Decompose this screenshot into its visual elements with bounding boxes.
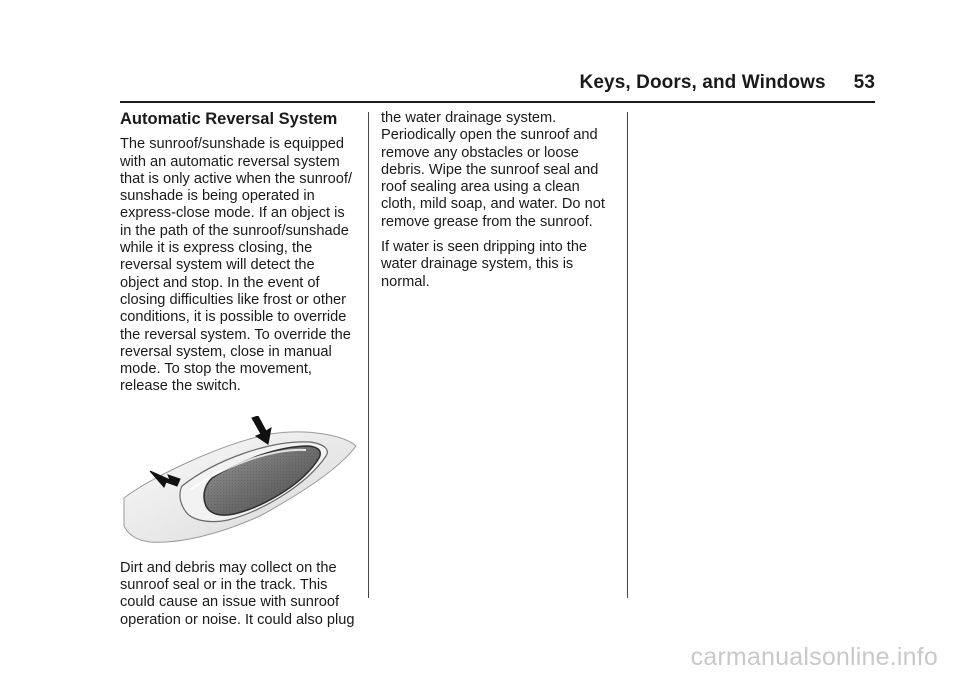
text-line: remove any obstacles or loose [381,144,579,161]
section-title: Keys, Doors, and Windows [579,72,826,93]
text-line: sunroof seal or in the track. This [120,577,328,594]
sunroof-illustration [120,416,360,546]
page-number: 53 [853,72,875,93]
text-line: conditions, it is possible to override [120,309,347,326]
text-line: Dirt and debris may collect on the [120,559,337,576]
text-line: in the path of the sunroof/sunshade [120,222,349,239]
column-divider-right [627,112,628,598]
text-line: roof sealing area using a clean [381,179,580,196]
text-line: operation or noise. It could also plug [120,611,355,628]
text-line: normal. [381,273,430,290]
text-line: debris. Wipe the sunroof seal and [381,161,599,178]
paragraph-water-dripping [381,239,617,291]
text-line: remove grease from the sunroof. [381,213,593,230]
paragraph-dirt-debris [120,560,360,629]
text-line: closing difficulties like frost or other [120,291,347,308]
paragraph-reversal-system [120,136,360,395]
text-line: mode. To stop the movement, [120,361,312,378]
text-line: water drainage system, this is [381,256,574,273]
header-rule [120,101,875,103]
text-line: with an automatic reversal system [120,153,340,170]
right-column [381,110,617,299]
text-line: cloth, mild soap, and water. Do not [381,196,605,213]
left-column [120,108,360,637]
text-line: the reversal system. To override the [120,326,351,343]
text-line: release the switch. [120,378,241,395]
text-line: that is only active when the sunroof/ [120,170,353,187]
text-line: sunshade is being operated in [120,188,315,205]
paragraph-drainage-maintenance [381,110,617,231]
text-line: could cause an issue with sunroof [120,594,340,611]
text-line: the water drainage system. [381,110,557,126]
text-line: object and stop. In the event of [120,274,320,291]
text-line: Periodically open the sunroof and [381,127,598,144]
section-heading: Automatic Reversal System [120,110,338,128]
text-line: reversal system will detect the [120,257,315,274]
sunroof-diagram-svg [120,416,360,546]
section-title-header [580,72,875,94]
text-line: express-close mode. If an object is [120,205,345,222]
text-line: while it is express closing, the [120,240,313,257]
text-line: If water is seen dripping into the [381,239,588,256]
text-line: The sunroof/sunshade is equipped [120,136,344,153]
text-line: reversal system, close in manual [120,343,332,360]
column-divider-left [368,112,369,598]
watermark: carmanualsonline.info [690,643,938,671]
